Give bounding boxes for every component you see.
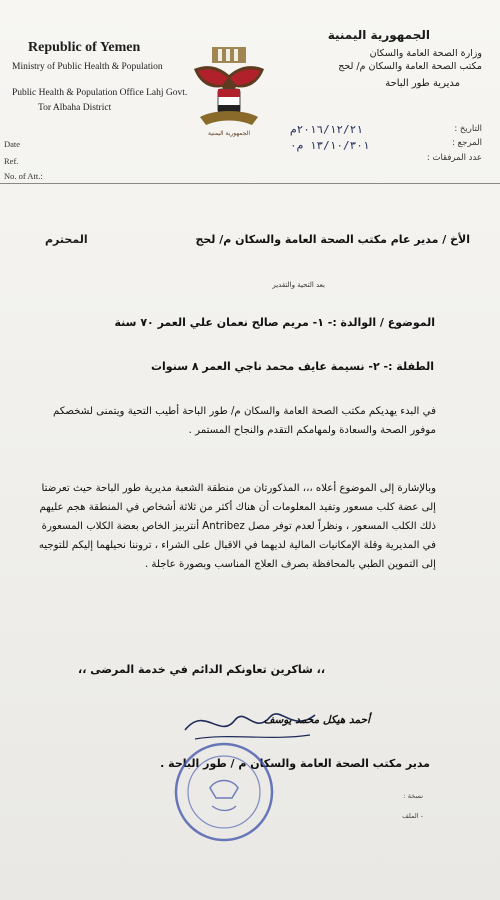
greeting: بعد التحية والتقدير bbox=[272, 281, 325, 289]
country-name-en: Republic of Yemen bbox=[28, 40, 141, 55]
date-label-en: Date bbox=[4, 139, 21, 149]
file-copy-label: - الملف bbox=[402, 812, 423, 820]
ministry-name-en: Ministry of Public Health & Population bbox=[12, 62, 163, 72]
copy-to-label: نسخة : bbox=[403, 792, 423, 800]
official-stamp-icon bbox=[172, 740, 277, 845]
header-divider bbox=[0, 183, 500, 184]
ref-label-ar: المرجع : bbox=[452, 138, 482, 148]
country-name-ar: الجمهورية اليمنية bbox=[327, 28, 430, 42]
district-name-ar: مديرية طور الباحة bbox=[385, 78, 460, 89]
attachments-label-en: No. of Att.: bbox=[4, 171, 43, 181]
signer-title: مدير مكتب الصحة العامة والسكان م / طور الباحة . bbox=[160, 757, 430, 770]
paragraph-greeting: في البدء يهديكم مكتب الصحة العامة والسكان م/ طور الباحة أطيب التحية ويتمنى لشخصكم موفور الصحة والسعادة ولمهامكم التقدم والنجاح المستمر . bbox=[52, 406, 436, 436]
attachments-label-ar: عدد المرفقات : bbox=[426, 153, 482, 163]
date-label-ar: التاريخ : bbox=[454, 124, 482, 134]
yemen-eagle-emblem-icon bbox=[188, 45, 270, 140]
subject-line-2: الطفلة :- ٢- نسيمة عايف محمد ناجي العمر ٨ سنوات bbox=[150, 360, 434, 373]
ministry-name-ar: وزارة الصحة العامة والسكان bbox=[369, 48, 482, 59]
signer-name: أحمد هيكل محمد يوسف bbox=[263, 714, 370, 726]
district-name-en: Tor Albaha District bbox=[38, 103, 112, 113]
office-name-ar: مكتب الصحة العامة والسكان م/ لحج bbox=[338, 61, 482, 72]
handwritten-reference: ١٣/١٠/٣٠١ م٠ bbox=[290, 139, 370, 152]
subject-line-1: الموضوع / الوالدة :- ١- مريم صالح نعمان علي العمر ٧٠ سنة bbox=[114, 316, 435, 329]
recipient-line: الأخ / مدير عام مكتب الصحة العامة والسكان م/ لحج bbox=[195, 233, 470, 246]
ref-label-en: Ref. bbox=[4, 156, 19, 166]
office-name-en: Public Health & Population Office Lahj Govt. bbox=[12, 88, 188, 98]
handwritten-date: ٢٠١٦/١٢/٢١م bbox=[290, 123, 363, 136]
paragraph-request: وبالإشارة إلى الموضوع أعلاه ،،، المذكورتان من منطقة الشعبة مديرية طور الباحة حيث تعرضتا إلى عضة كلب مسعور وتفيد المعلومات أن هناك أكثر من ثلاثة أشخاص في المنطقة هجم عليهم ذلك الكلب المسعور ، ونظراً لعدم توفر مصل Antribez أنتربيز الخاص بعضة الكلاب المسعورة في المديرية وقلة الإمكانيات المالية لديهما في الاقبال على الشراء ، تروننا نحيلهما إليكم للتوجيه إلى التموين الطبي بالمحافظة بصرف العلاج المناسب وبصورة عاجلة . bbox=[38, 483, 436, 570]
honorific: المحترم bbox=[45, 233, 88, 246]
svg-text:الجمهورية اليمنية: الجمهورية اليمنية bbox=[207, 130, 251, 137]
closing-line: ،، شاكرين تعاونكم الدائم في خدمة المرضى ،، bbox=[78, 663, 325, 676]
